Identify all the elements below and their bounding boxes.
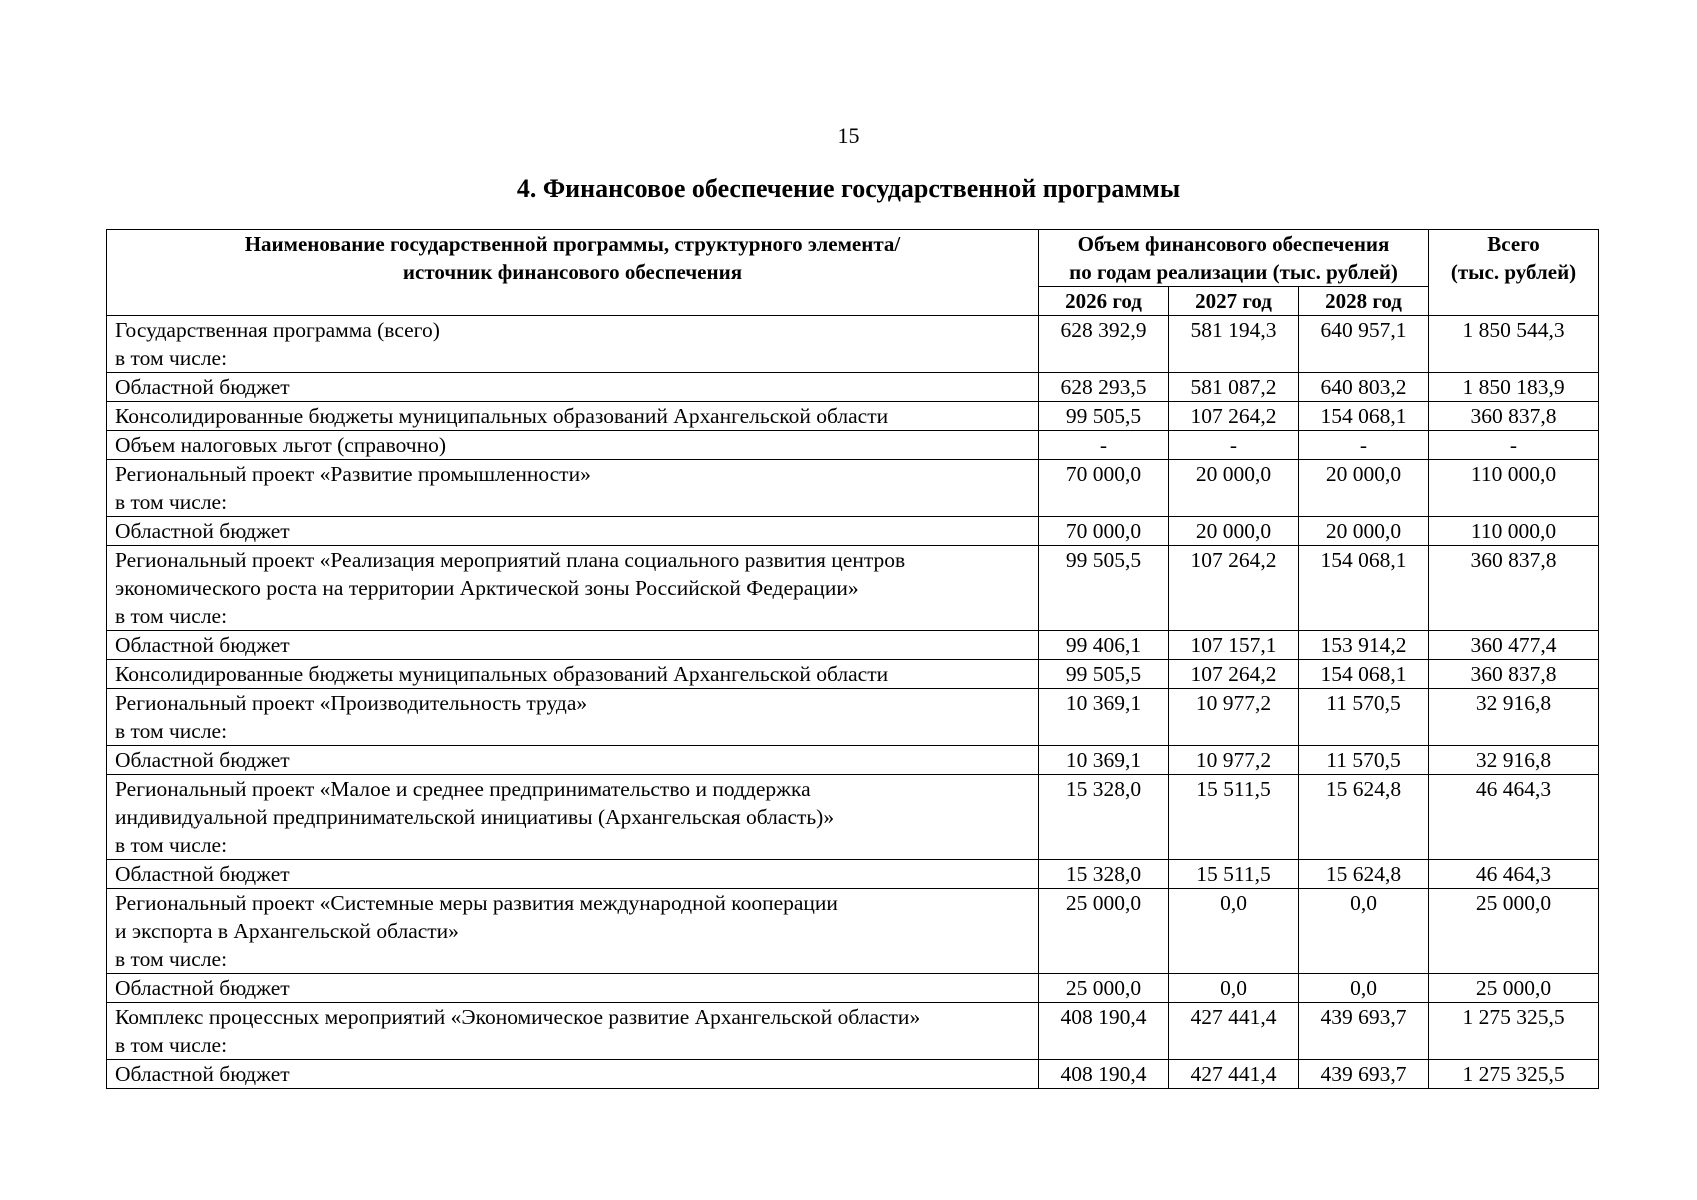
value-total-cell: 360 837,8 — [1429, 546, 1599, 631]
header-volume-line: по годам реализации (тыс. рублей) — [1069, 260, 1398, 284]
row-name-cell — [107, 517, 1039, 546]
financing-table — [106, 229, 1599, 1089]
table-header — [107, 230, 1599, 316]
table-row — [107, 431, 1599, 460]
row-name-cell — [107, 660, 1039, 689]
value-2028-cell: 0,0 — [1299, 974, 1429, 1003]
value-total-cell: 32 916,8 — [1429, 746, 1599, 775]
row-name-line: экономического роста на территории Арктической зоны Российской Федерации» — [115, 576, 859, 600]
row-name-line: в том числе: — [115, 833, 228, 857]
header-name-line: Наименование государственной программы, структурного элемента/ — [244, 232, 901, 256]
table-row — [107, 316, 1599, 373]
value-total-cell: 360 837,8 — [1429, 660, 1599, 689]
header-name-line: источник финансового обеспечения — [402, 260, 743, 284]
value-2027-cell: 20 000,0 — [1169, 460, 1299, 517]
row-name-line: Региональный проект «Реализация мероприятий плана социального развития центров — [115, 548, 906, 572]
row-name-line: в том числе: — [115, 719, 228, 743]
value-total-cell: 110 000,0 — [1429, 460, 1599, 517]
value-2026-cell: 408 190,4 — [1039, 1060, 1169, 1089]
row-name-line: в том числе: — [115, 1033, 228, 1057]
row-name-cell — [107, 860, 1039, 889]
row-name-line: Областной бюджет — [115, 519, 290, 543]
table-row — [107, 660, 1599, 689]
row-name-line: Областной бюджет — [115, 375, 290, 399]
section-title: 4. Финансовое обеспечение государственной программы — [516, 174, 1181, 203]
value-2027-cell: 0,0 — [1169, 974, 1299, 1003]
row-name-cell — [107, 746, 1039, 775]
row-name-cell — [107, 316, 1039, 373]
row-name-line: Областной бюджет — [115, 748, 290, 772]
value-2026-cell: 10 369,1 — [1039, 689, 1169, 746]
value-2026-cell: 25 000,0 — [1039, 974, 1169, 1003]
row-name-cell — [107, 689, 1039, 746]
value-2026-cell: 628 392,9 — [1039, 316, 1169, 373]
header-total-line: Всего — [1487, 232, 1540, 256]
value-2028-cell: 640 957,1 — [1299, 316, 1429, 373]
value-total-cell: - — [1429, 431, 1599, 460]
row-name-line: в том числе: — [115, 947, 228, 971]
table-row — [107, 860, 1599, 889]
value-2026-cell: 99 406,1 — [1039, 631, 1169, 660]
value-total-cell: 46 464,3 — [1429, 860, 1599, 889]
table-row — [107, 631, 1599, 660]
value-2026-cell: 628 293,5 — [1039, 373, 1169, 402]
value-2026-cell: 99 505,5 — [1039, 660, 1169, 689]
table-row — [107, 1060, 1599, 1089]
value-2028-cell: 0,0 — [1299, 889, 1429, 974]
value-2028-cell: 11 570,5 — [1299, 689, 1429, 746]
value-2028-cell: 153 914,2 — [1299, 631, 1429, 660]
row-name-cell — [107, 402, 1039, 431]
row-name-line: Областной бюджет — [115, 976, 290, 1000]
value-2026-cell: 15 328,0 — [1039, 775, 1169, 860]
row-name-cell — [107, 431, 1039, 460]
row-name-line: в том числе: — [115, 346, 228, 370]
value-2028-cell: 15 624,8 — [1299, 860, 1429, 889]
value-2027-cell: 0,0 — [1169, 889, 1299, 974]
value-2028-cell: 439 693,7 — [1299, 1060, 1429, 1089]
value-total-cell: 1 275 325,5 — [1429, 1003, 1599, 1060]
value-2026-cell: 10 369,1 — [1039, 746, 1169, 775]
row-name-line: Региональный проект «Малое и среднее предпринимательство и поддержка — [115, 777, 811, 801]
value-2028-cell: 20 000,0 — [1299, 517, 1429, 546]
table-body — [107, 316, 1599, 1089]
value-2026-cell: 25 000,0 — [1039, 889, 1169, 974]
value-total-cell: 1 275 325,5 — [1429, 1060, 1599, 1089]
value-total-cell: 25 000,0 — [1429, 889, 1599, 974]
row-name-line: индивидуальной предпринимательской инициативы (Архангельская область)» — [115, 805, 835, 829]
table-row — [107, 546, 1599, 631]
value-2026-cell: - — [1039, 431, 1169, 460]
value-2028-cell: 640 803,2 — [1299, 373, 1429, 402]
value-2027-cell: 10 977,2 — [1169, 746, 1299, 775]
page-number: 15 — [837, 123, 860, 148]
header-year-2026: 2026 год — [1039, 287, 1169, 316]
value-2028-cell: 154 068,1 — [1299, 546, 1429, 631]
value-2028-cell: 15 624,8 — [1299, 775, 1429, 860]
row-name-cell — [107, 1060, 1039, 1089]
table-row — [107, 974, 1599, 1003]
row-name-line: в том числе: — [115, 490, 228, 514]
value-2028-cell: 154 068,1 — [1299, 660, 1429, 689]
row-name-cell — [107, 373, 1039, 402]
value-total-cell: 1 850 544,3 — [1429, 316, 1599, 373]
value-2028-cell: - — [1299, 431, 1429, 460]
value-total-cell: 360 477,4 — [1429, 631, 1599, 660]
table-row — [107, 402, 1599, 431]
header-total-line: (тыс. рублей) — [1450, 260, 1577, 284]
value-total-cell: 1 850 183,9 — [1429, 373, 1599, 402]
table-row — [107, 889, 1599, 974]
row-name-cell — [107, 889, 1039, 974]
row-name-line: в том числе: — [115, 604, 228, 628]
table-row — [107, 746, 1599, 775]
table-row — [107, 517, 1599, 546]
value-2026-cell: 70 000,0 — [1039, 517, 1169, 546]
row-name-line: Консолидированные бюджеты муниципальных образований Архангельской области — [115, 662, 889, 686]
row-name-cell — [107, 775, 1039, 860]
value-2026-cell: 15 328,0 — [1039, 860, 1169, 889]
table-row — [107, 1003, 1599, 1060]
value-total-cell: 32 916,8 — [1429, 689, 1599, 746]
row-name-cell — [107, 460, 1039, 517]
row-name-line: Комплекс процессных мероприятий «Экономическое развитие Архангельской области» — [115, 1005, 921, 1029]
value-total-cell: 360 837,8 — [1429, 402, 1599, 431]
row-name-line: Объем налоговых льгот (справочно) — [115, 433, 447, 457]
row-name-line: Областной бюджет — [115, 633, 290, 657]
value-2027-cell: 581 194,3 — [1169, 316, 1299, 373]
header-total-column — [1429, 230, 1599, 316]
value-2028-cell: 20 000,0 — [1299, 460, 1429, 517]
row-name-line: Областной бюджет — [115, 1062, 290, 1086]
value-2027-cell: 427 441,4 — [1169, 1060, 1299, 1089]
row-name-line: и экспорта в Архангельской области» — [115, 919, 459, 943]
row-name-line: Областной бюджет — [115, 862, 290, 886]
value-total-cell: 25 000,0 — [1429, 974, 1599, 1003]
value-2027-cell: 581 087,2 — [1169, 373, 1299, 402]
row-name-line: Государственная программа (всего) — [115, 318, 440, 342]
value-2027-cell: 107 264,2 — [1169, 660, 1299, 689]
row-name-cell — [107, 974, 1039, 1003]
value-2027-cell: 427 441,4 — [1169, 1003, 1299, 1060]
value-2027-cell: 107 157,1 — [1169, 631, 1299, 660]
value-2028-cell: 11 570,5 — [1299, 746, 1429, 775]
row-name-line: Консолидированные бюджеты муниципальных образований Архангельской области — [115, 404, 889, 428]
row-name-cell — [107, 1003, 1039, 1060]
value-2027-cell: 107 264,2 — [1169, 546, 1299, 631]
header-name-column — [107, 230, 1039, 316]
value-2026-cell: 70 000,0 — [1039, 460, 1169, 517]
value-total-cell: 110 000,0 — [1429, 517, 1599, 546]
value-2026-cell: 99 505,5 — [1039, 402, 1169, 431]
value-2027-cell: 107 264,2 — [1169, 402, 1299, 431]
value-2026-cell: 99 505,5 — [1039, 546, 1169, 631]
value-2027-cell: 10 977,2 — [1169, 689, 1299, 746]
header-year-2027: 2027 год — [1169, 287, 1299, 316]
header-year-2028: 2028 год — [1299, 287, 1429, 316]
value-2026-cell: 408 190,4 — [1039, 1003, 1169, 1060]
header-volume-column — [1039, 230, 1429, 287]
table-row — [107, 460, 1599, 517]
value-2028-cell: 439 693,7 — [1299, 1003, 1429, 1060]
value-total-cell: 46 464,3 — [1429, 775, 1599, 860]
row-name-line: Региональный проект «Производительность труда» — [115, 691, 588, 715]
value-2027-cell: 15 511,5 — [1169, 775, 1299, 860]
table-row — [107, 689, 1599, 746]
row-name-line: Региональный проект «Системные меры развития международной кооперации — [115, 891, 838, 915]
row-name-line: Региональный проект «Развитие промышленности» — [115, 462, 591, 486]
header-volume-line: Объем финансового обеспечения — [1077, 232, 1390, 256]
value-2028-cell: 154 068,1 — [1299, 402, 1429, 431]
value-2027-cell: 20 000,0 — [1169, 517, 1299, 546]
table-row — [107, 373, 1599, 402]
value-2027-cell: - — [1169, 431, 1299, 460]
row-name-cell — [107, 546, 1039, 631]
row-name-cell — [107, 631, 1039, 660]
table-row — [107, 775, 1599, 860]
value-2027-cell: 15 511,5 — [1169, 860, 1299, 889]
